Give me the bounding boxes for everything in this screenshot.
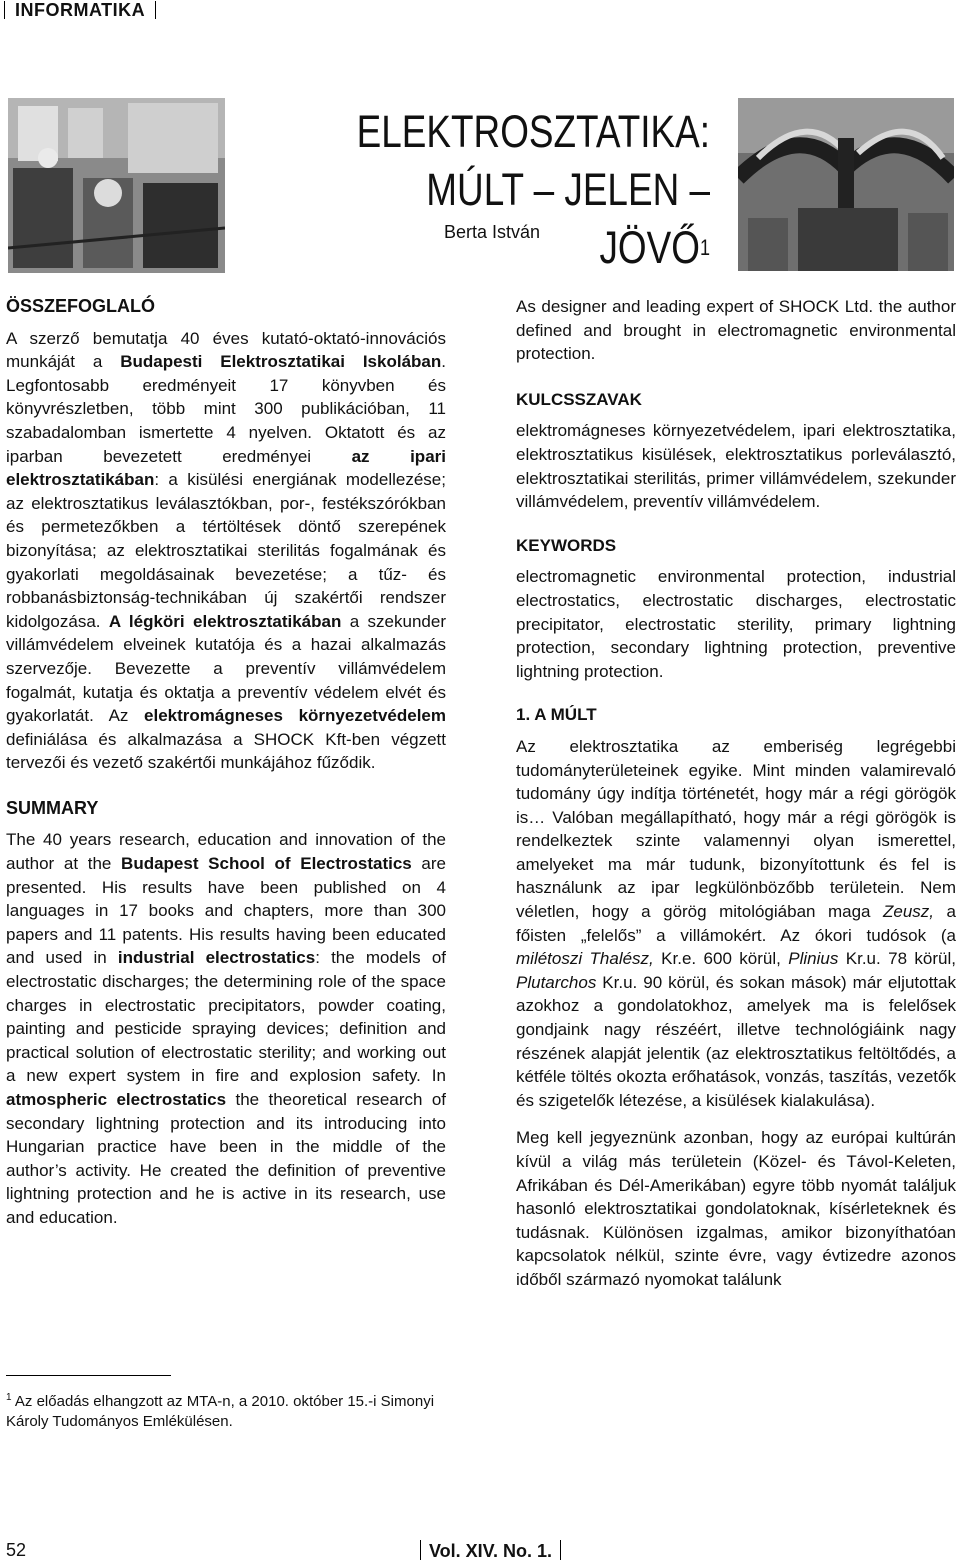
text-run: Plutarchos [516,972,597,992]
footnote-mark: 1 [6,1392,12,1403]
text-run: Budapesti Elektrosztatikai Iskolában [120,352,442,372]
text-run: Kr.u. 78 körül, [838,949,956,969]
article-title [240,103,710,277]
text-run: elektromágneses környezetvédelem [144,706,446,726]
text-run: The 40 years research, education and innovation of the author at the [6,830,446,874]
divider [4,1,5,19]
footnote [6,1388,446,1432]
left-column [6,295,446,1244]
text-run: Kr.e. 600 körül, [653,949,789,969]
text-run: A szerző bemutatja 40 éves kutató-oktató-innovációs munkáját a [6,328,446,372]
text-run: Budapest School of Electrostatics [121,854,412,874]
right-column [516,295,956,1306]
divider [560,1540,561,1560]
text-run: definiálása és alkalmazása a SHOCK Kft-ben végzett tervezői és vezető szakértői munkájához fűződik. [6,729,446,773]
divider [420,1540,421,1560]
volume-text: Vol. XIV. No. 1. [429,1541,553,1561]
text-run: : a kisülési energiának modellezése; az elektrosztatikus leválasztókban, por-, festékszórókban és permetezőkben a tértöltések döntő szerepének bizonyítása; az elektrosztatikai sterilitás fogalmának és gyakorlati megoldásainak bevezetése; a tűz- és robbanásbiztonság-technikában új szakértői rendszer kidolgozása. [6,470,446,631]
text-run: a főisten „felelős” a villámokért. Az ókori tudósok (a [516,902,956,945]
laboratory-photo [8,98,225,273]
text-run: : the models of electrostatic discharges; the determining role of the space charges in electrostatic precipitators, powder coating, painting and pesticide spraying devices; definition and practical solution of electrostatic sterility; and working out a new expert system in fire and explosion safety. In [6,948,446,1086]
page-number: 52 [6,1540,27,1560]
text-run: Az elektrosztatika az emberiség legrégebbi tudományterületeinek egyike. Mint minden valamirevaló tudomány úgy indítja történetét, hogy már a régi görögök is… Valóban megállapítható, hogy már a régi görögök is rendelkeztek szinte valamennyi olyan ismerettel, amelyeket ma már tudunk, bizonyítottunk és fel is használunk az ipar legkülönbözőbb területein. Nem véletlen, hogy a görög mitológiában maga [516,736,956,922]
section-1-heading: 1. A MÚLT [516,705,597,725]
text-run: are presented. His results have been published on 4 languages in 17 books and chapters, more than 300 papers and 11 patents. His results having been educated and used in [6,854,446,968]
author-name: Berta István [443,222,540,242]
kulcsszavak-text: elektromágneses környezetvédelem, ipari elektrosztatika, elektrosztatikus kisülések, elektrosztatikus porleválasztó, elektrosztatikai sterilitás, primer villámvédelem, szekunder villámvédelem, preventív villámvédelem. [516,421,956,512]
title-line-1: ELEKTROSZTATIKA: [356,106,710,157]
osszefoglalo-heading: ÖSSZEFOGLALÓ [6,296,156,316]
text-run: atmospheric electrostatics [6,1090,227,1109]
text-run: . Legfontosabb eredményeit 17 könyvben és könyvrészletben, több mint 300 publikációban, 11 szabadalomban ismertette 4 nyelven. Oktatott és az iparban bevezetett eredményei [6,352,446,466]
footnote-divider [6,1375,171,1376]
kulcsszavak-heading: KULCSSZAVAK [516,389,642,409]
text-run: A légköri elektrosztatikában [108,611,342,631]
section-label: INFORMATIKA [15,0,146,20]
high-voltage-photo [738,98,954,271]
text-run: a szekunder villámvédelem elveinek kutatója és a hazai alkalmazás szervezője. Bevezette a preventív villámvédelem fogalmát, kutatja és oktatja a preventív védelem elvét és gyakorlatát. Az [6,611,446,726]
text-run: az ipari elektrosztatikában [6,446,446,490]
divider [155,1,156,19]
title-footnote-mark: 1 [699,235,710,260]
summary-continuation: As designer and leading expert of SHOCK Ltd. the author defined and brought in electromagnetic environmental protection. [516,297,956,364]
summary-heading: SUMMARY [6,797,99,818]
title-line-2 [325,161,710,277]
text-run: industrial electrostatics [117,948,316,968]
keywords-heading: KEYWORDS [516,535,617,555]
text-run: the theoretical research of secondary lightning protection and its introducing into Hungarian practice have been in the middle of the author’s activity. He created the definition of preventive lightning protection and he is active in its research, use and education. [6,1090,447,1227]
title-line-2-text: MÚLT – JELEN – JÖVŐ [426,164,710,273]
section-1-paragraph-2: Meg kell jegyeznünk azonban, hogy az európai kultúrán kívül a világ más területein (Közel- és Távol-Keleten, Afrikában és Dél-Amerikában) egyre több nyomát találjuk hasonló elektrosztatikai gondolatoknak, kísérleteknek és tudásnak. Különösen izgalmas, amikor bizonyíthatóan kapcsolatok nélkül, szinte évre, vagy évtizedre azonos időből származó nyomokat találunk [516,1128,956,1289]
section-header [4,0,166,21]
osszefoglalo-paragraph [6,327,446,775]
section-1-paragraph-1 [516,735,956,1113]
text-run: Zeusz, [883,902,935,922]
text-run: Kr.u. 90 körül, és sokan mások) már eljutottak azokhoz a gondolatokhoz, amelyek ma is felelősek gondjaink nagy részéért, illetve technológiáink nagy részének alapját jelentik (az elektrosztatikus feltöltődés, a kétféle töltés okozta erőhatások, vonzás, taszítás, vezetők és szigetelők létezése, a kisülések kialakulása). [516,972,956,1110]
footnote-text: Az előadás elhangzott az MTA-n, a 2010. október 15.-i Simonyi Károly Tudományos Emlékülésen. [6,1393,435,1430]
volume-label [412,1540,569,1562]
text-run: milétoszi Thalész, [516,949,654,969]
keywords-text: electromagnetic environmental protection, industrial electrostatics, electrostatic discharges, electrostatic precipitator, electrostatic sterility, primary lightning protection, secondary lightning protection, preventive lightning protection. [516,567,956,681]
summary-paragraph [6,828,446,1229]
text-run: Plinius [788,949,839,969]
